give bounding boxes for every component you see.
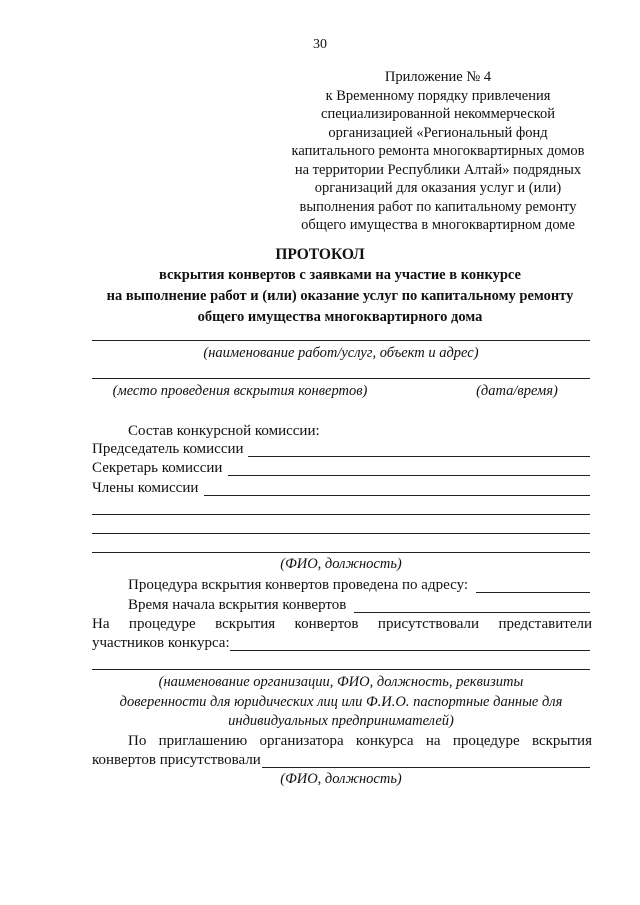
address-label: Процедура вскрытия конвертов проведена по адресу: (128, 577, 469, 593)
members-line[interactable] (92, 533, 590, 534)
address-line[interactable] (476, 592, 590, 593)
invited-text: По приглашению организатора конкурса на процедуре вскрытия (128, 733, 592, 749)
secretary-line[interactable] (228, 475, 590, 476)
members-line[interactable] (92, 514, 590, 515)
org-caption-line: индивидуальных предпринимателей) (228, 713, 454, 729)
appendix-line: капитального ремонта многоквартирных домов (291, 143, 585, 159)
participants-line[interactable] (230, 650, 590, 651)
appendix-line: общего имущества в многоквартирном доме (301, 217, 575, 233)
secretary-label: Секретарь комиссии (92, 460, 223, 476)
works-caption: (наименование работ/услуг, объект и адрес) (203, 345, 479, 361)
datetime-caption: (дата/время) (476, 383, 558, 399)
works-line[interactable] (92, 340, 590, 341)
members-line[interactable] (92, 552, 590, 553)
start-time-line[interactable] (354, 612, 590, 613)
place-caption: (место проведения вскрытия конвертов) (112, 383, 368, 399)
appendix-line: выполнения работ по капитальному ремонту (299, 198, 577, 215)
present-text: На процедуре вскрытия конвертов присутствовали представители (92, 616, 592, 632)
invited-text-cont: конвертов присутствовали (92, 752, 261, 768)
fio-caption: (ФИО, должность) (280, 771, 402, 787)
subtitle-line: вскрытия конвертов с заявками на участие в конкурсе (159, 267, 521, 283)
protocol-subtitle (60, 265, 620, 328)
members-label: Члены комиссии (92, 480, 199, 496)
members-line[interactable] (204, 495, 590, 496)
subtitle-line: на выполнение работ и (или) оказание услуг по капитальному ремонту (106, 288, 574, 304)
appendix-line: специализированной некоммерческой (321, 106, 555, 122)
appendix-line: организацией «Региональный фонд (328, 124, 548, 141)
page-number: 30 (313, 37, 327, 52)
place-datetime-line[interactable] (92, 378, 590, 379)
appendix-header (275, 68, 601, 235)
fio-caption: (ФИО, должность) (280, 556, 402, 572)
org-caption (92, 673, 590, 732)
commission-heading: Состав конкурсной комиссии: (128, 423, 320, 439)
org-caption-line: (наименование организации, ФИО, должность, реквизиты (158, 674, 524, 690)
chair-line[interactable] (248, 456, 590, 457)
invited-line[interactable] (262, 767, 590, 768)
present-text-cont: участников конкурса: (92, 635, 230, 651)
chair-label: Председатель комиссии (92, 441, 244, 457)
org-caption-line: доверенности для юридических лиц или Ф.И.О. паспортные данные для (119, 693, 563, 710)
protocol-title: ПРОТОКОЛ (275, 246, 365, 263)
subtitle-line: общего имущества многоквартирного дома (197, 309, 483, 325)
appendix-line: к Временному порядку привлечения (325, 87, 551, 104)
appendix-line: организаций для оказания услуг и (или) (314, 180, 562, 196)
appendix-line: на территории Республики Алтай» подрядных (294, 161, 582, 178)
start-time-label: Время начала вскрытия конвертов (128, 597, 347, 613)
participants-line[interactable] (92, 669, 590, 670)
appendix-line: Приложение № 4 (384, 69, 492, 85)
